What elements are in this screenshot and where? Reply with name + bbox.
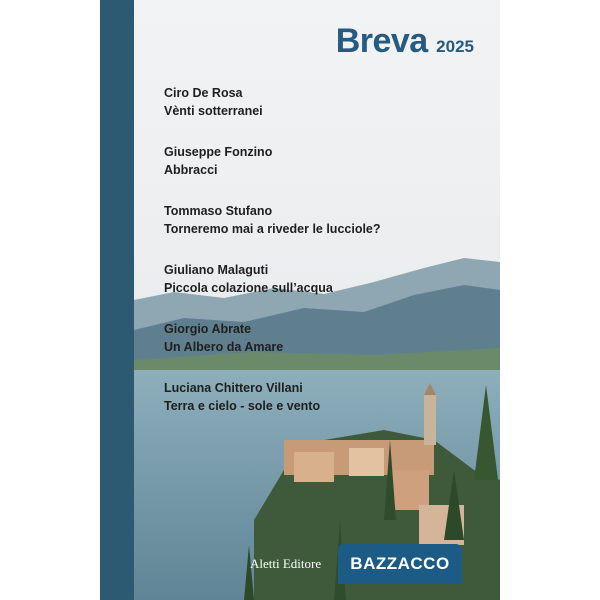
entry-work-title: Vènti sotterranei [164, 104, 263, 118]
entry-author: Giuliano Malaguti [164, 263, 269, 277]
cover-title-block [336, 22, 474, 61]
entry-author: Tommaso Stufano [164, 204, 273, 218]
cover-spine-band [100, 0, 134, 600]
contents-entry [164, 379, 484, 415]
entry-work-title: Un Albero da Amare [164, 340, 284, 354]
contents-entry [164, 143, 484, 179]
entry-author: Ciro De Rosa [164, 86, 243, 100]
entry-work-title: Abbracci [164, 163, 218, 177]
entry-author: Luciana Chittero Villani [164, 381, 303, 395]
contents-entry [164, 202, 484, 238]
contents-entry [164, 320, 484, 356]
publisher-name: Aletti Editore [250, 556, 322, 571]
entry-work-title: Piccola colazione sull’acqua [164, 281, 333, 295]
brand-name: BAZZACCO [350, 554, 450, 573]
entry-author: Giorgio Abrate [164, 322, 252, 336]
cover-title: Breva [335, 22, 428, 60]
contents-entry [164, 84, 484, 120]
brand-badge [338, 544, 462, 584]
contents-entry [164, 261, 484, 297]
contents-list [164, 84, 484, 438]
entry-work-title: Terra e cielo - sole e vento [164, 399, 321, 413]
cover-year: 2025 [436, 37, 474, 56]
entry-work-title: Torneremo mai a riveder le lucciole? [164, 222, 381, 236]
entry-author: Giuseppe Fonzino [164, 145, 273, 159]
publisher-logo [250, 556, 321, 572]
book-cover [100, 0, 500, 600]
